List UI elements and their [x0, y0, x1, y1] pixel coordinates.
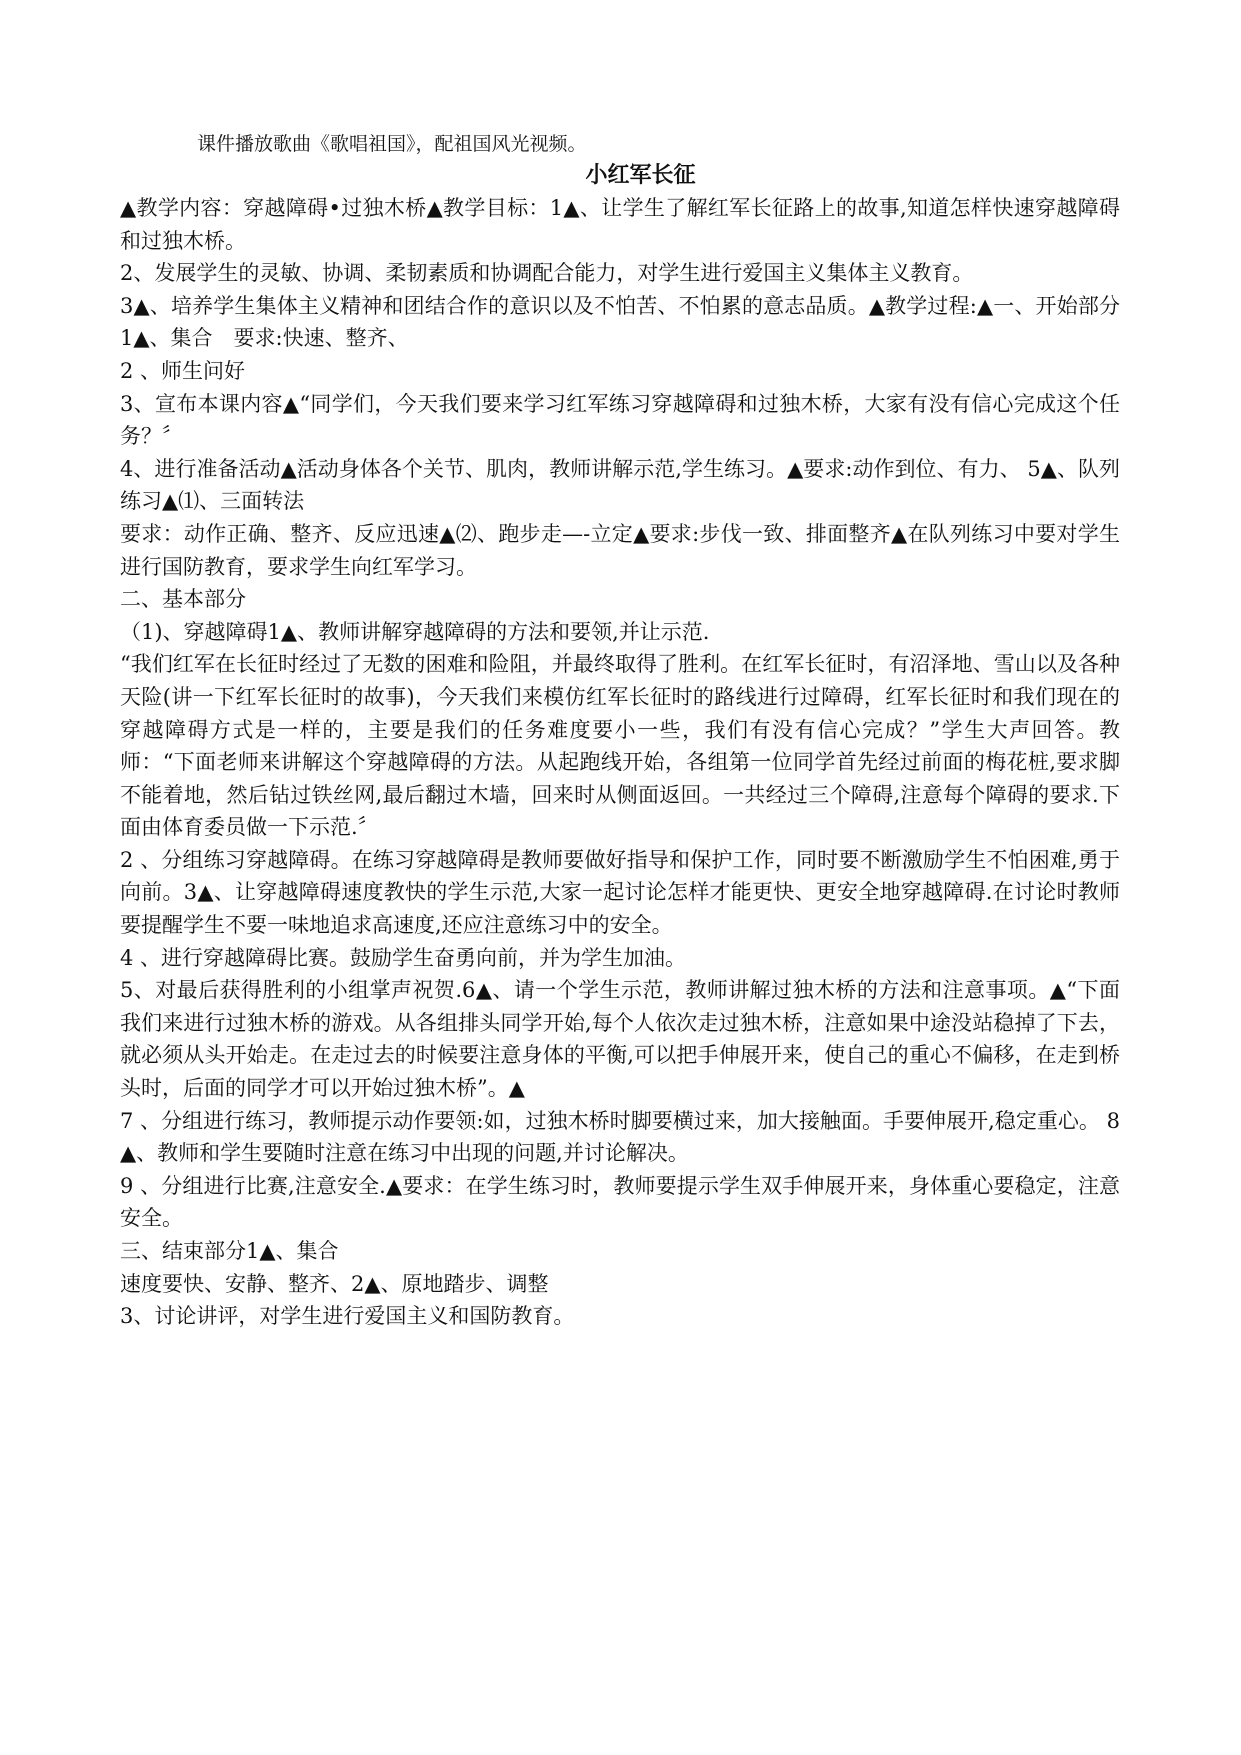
paragraph: 4、进行准备活动▲活动身体各个关节、肌肉，教师讲解示范,学生练习。▲要求:动作到位、有力、 5▲、队列练习▲⑴、三面转法 — [120, 456, 1120, 514]
document-title: 小红军长征 — [585, 163, 696, 188]
paragraph: 5、对最后获得胜利的小组掌声祝贺.6▲、请一个学生示范，教师讲解过独木桥的方法和注意事项。▲“下面我们来进行过独木桥的游戏。从各组排头同学开始,每个人依次走过独木桥，注意如果中途没站稳掉了下去，就必须从头开始走。在走过去的时候要注意身体的平衡,可以把手伸展开来，使自己的重心不偏移，在走到桥头时，后面的同学才可以开始过独木桥”。▲ — [120, 978, 1120, 1101]
paragraph: 速度要快、安静、整齐、2▲、原地踏步、调整 — [120, 1271, 549, 1296]
paragraph: 3、宣布本课内容▲“同学们，今天我们要来学习红军练习穿越障碍和过独木桥，大家有没有信心完成这个任务？〞 — [120, 391, 1120, 449]
paragraph: 9 、分组进行比赛,注意安全.▲要求：在学生练习时，教师要提示学生双手伸展开来，身体重心要稳定，注意安全。 — [120, 1173, 1120, 1231]
paragraph: 2 、师生问好 — [120, 358, 246, 383]
section-heading: 三、结束部分1▲、集合 — [120, 1239, 339, 1263]
paragraph: ▲教学内容：穿越障碍•过独木桥▲教学目标：1▲、让学生了解红军长征路上的故事,知道怎样快速穿越障碍和过独木桥。 — [120, 196, 1120, 253]
paragraph: 3▲、培养学生集体主义精神和团结合作的意识以及不怕苦、不怕累的意志品质。▲教学过程:▲一、开始部分1▲、集合 要求:快速、整齐、 — [120, 293, 1120, 351]
document-body — [120, 192, 1120, 1333]
paragraph: 4 、进行穿越障碍比赛。鼓励学生奋勇向前，并为学生加油。 — [120, 945, 687, 970]
paragraph: 7 、分组进行练习，教师提示动作要领:如，过独木桥时脚要横过来，加大接触面。手要伸展开,稳定重心。 8▲、教师和学生要随时注意在练习中出现的问题,并讨论解决。 — [120, 1108, 1120, 1166]
paragraph: 3、讨论讲评，对学生进行爱国主义和国防教育。 — [120, 1304, 575, 1329]
paragraph: 要求：动作正确、整齐、反应迅速▲⑵、跑步走—-立定▲要求:步伐一致、排面整齐▲在队列练习中要对学生进行国防教育，要求学生向红军学习。 — [120, 521, 1120, 579]
section-heading: 二、基本部分 — [120, 587, 246, 612]
paragraph: 2、发展学生的灵敏、协调、柔韧素质和协调配合能力，对学生进行爱国主义集体主义教育。 — [120, 261, 974, 286]
paragraph: 2 、分组练习穿越障碍。在练习穿越障碍是教师要做好指导和保护工作，同时要不断激励学生不怕困难,勇于向前。3▲、让穿越障碍速度教快的学生示范,大家一起讨论怎样才能更快、更安全地穿越障碍.在讨论时教师要提醒学生不要一味地追求高速度,还应注意练习中的安全。 — [120, 847, 1120, 938]
intro-line: 课件播放歌曲《歌唱祖国》，配祖国风光视频。 — [197, 133, 587, 155]
paragraph: “我们红军在长征时经过了无数的困难和险阻，并最终取得了胜利。在红军长征时，有沼泽地、雪山以及各种天险(讲一下红军长征时的故事)，今天我们来模仿红军长征时的路线进行过障碍，红军长征时和我们现在的穿越障碍方式是一样的，主要是我们的任务难度要小一些，我们有没有信心完成？”学生大声回答。教师：“下面老师来讲解这个穿越障碍的方法。从起跑线开始，各组第一位同学首先经过前面的梅花桩,要求脚不能着地，然后钻过铁丝网,最后翻过木墙，回来时从侧面返回。一共经过三个障碍,注意每个障碍的要求.下面由体育委员做一下示范.〞 — [120, 652, 1120, 840]
paragraph: （1)、穿越障碍1▲、教师讲解穿越障碍的方法和要领,并让示范. — [120, 619, 710, 644]
